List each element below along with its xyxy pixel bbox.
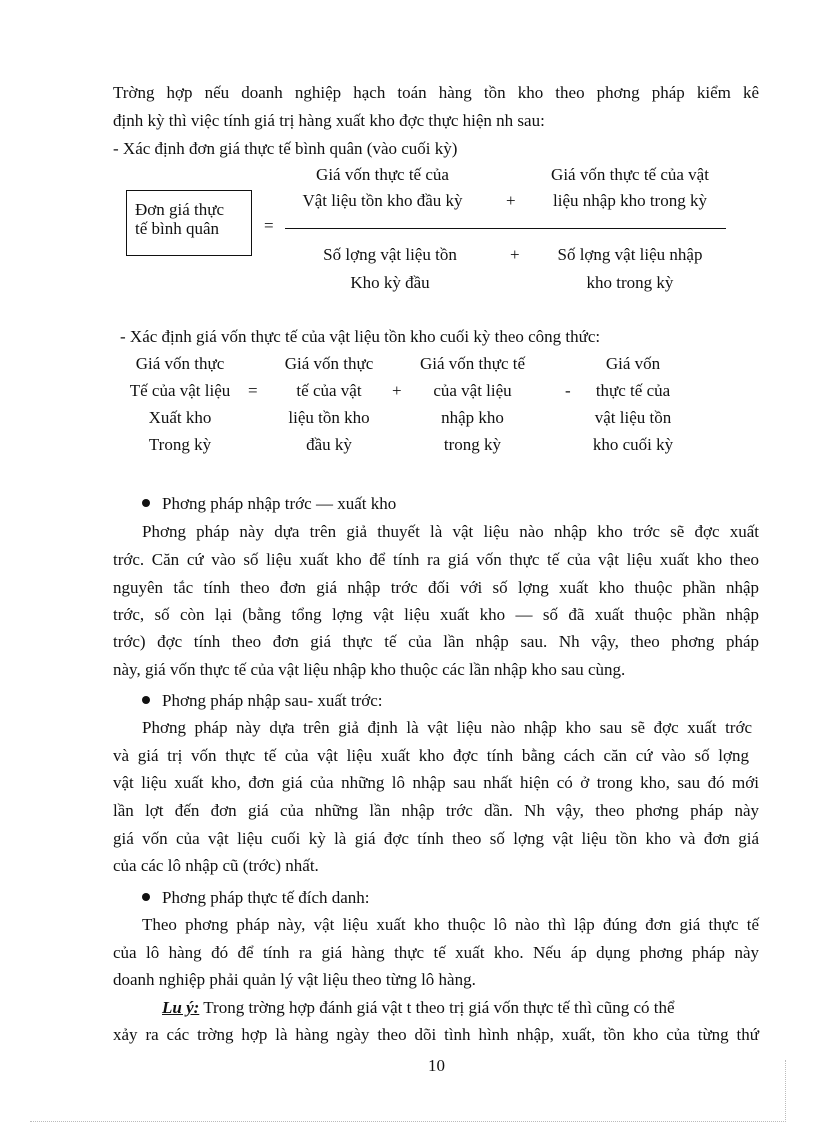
- intro-line-1: Trờng hợp nếu doanh nghiệp hạch toán hàng tồn kho theo phơng pháp kiểm kê: [113, 83, 759, 102]
- note-line-2: xảy ra các trờng hợp là hàng ngày theo dõi tình hình nhập, xuất, tồn kho của từng thứ: [113, 1025, 759, 1044]
- specific-line-1: Theo phơng pháp này, vật liệu xuất kho thuộc lô nào thì lập đúng đơn giá thực tế: [142, 915, 759, 934]
- fifo-line-2: trớc. Căn cứ vào số liệu xuất kho để tính ra giá vốn thực tế của vật liệu xuất kho theo: [113, 550, 759, 569]
- numerator-left-line-1: Giá vốn thực tế của: [316, 165, 449, 184]
- lifo-line-1: Phơng pháp này dựa trên giả định là vật liệu nào nhập kho sau sẽ đợc xuất trớc: [142, 718, 752, 737]
- formula2-col1-line-1: Giá vốn thực: [135, 354, 225, 373]
- page-number: 10: [428, 1056, 445, 1075]
- fifo-line-6: này, giá vốn thực tế của vật liệu nhập kho thuộc các lần nhập kho sau cùng.: [113, 660, 626, 679]
- page-border-bottom: [30, 1121, 786, 1122]
- specific-line-2: của lô hàng đó để tính ra giá hàng thực tế xuất kho. Nếu áp dụng phơng pháp này: [113, 943, 759, 962]
- formula2-col2-line-4: đầu kỳ: [306, 435, 352, 454]
- intro-line-2: định kỳ thì việc tính giá trị hàng xuất kho đợc thực hiện nh sau:: [113, 111, 545, 130]
- formula2-minus: -: [565, 381, 571, 400]
- lifo-line-2: và giá trị vốn thực tế của vật liệu xuất kho đợc tính bằng cách căn cứ vào số lợng: [113, 746, 749, 765]
- formula-lhs-line-2: tế bình quân: [135, 219, 220, 238]
- fifo-line-5: trớc) đợc tính theo đơn giá thực tế của lần nhập sau. Nh vậy, theo phơng pháp: [113, 632, 759, 651]
- formula2-col3-line-1: Giá vốn thực tế: [419, 354, 526, 373]
- fifo-line-3: nguyên tắc tính theo đơn giá nhập trớc đối với số lợng xuất kho thuộc phần nhập: [113, 578, 759, 597]
- note-line-1: [162, 998, 675, 1018]
- denominator-left-line-1: Số lợng vật liệu tồn: [323, 245, 457, 264]
- formula2-col3-line-3: nhập kho: [441, 408, 504, 427]
- numerator-right-line-1: Giá vốn thực tế của vật: [551, 165, 709, 184]
- formula-lhs-box: [126, 190, 252, 256]
- formula-lhs-line-1: Đơn giá thực: [135, 200, 225, 219]
- denominator-plus: +: [510, 245, 520, 264]
- lifo-line-5: giá vốn của vật liệu cuối kỳ là giá đợc tính theo số lợng vật liệu tồn kho và đơn giá: [113, 829, 759, 848]
- bullet-icon: [142, 696, 150, 704]
- denominator-right-line-2: kho trong kỳ: [586, 273, 674, 292]
- fifo-line-4: trớc, số còn lại (bằng tổng lợng vật liệu xuất kho — số đã xuất thuộc phần nhập: [113, 605, 759, 624]
- denominator-left-line-2: Kho kỳ đầu: [350, 273, 430, 292]
- lifo-line-4: lần lợt đến đơn giá của những lần nhập trớc dần. Nh vậy, theo phơng pháp này: [113, 801, 759, 820]
- formula2-col1-line-4: Trong kỳ: [148, 435, 212, 454]
- specific-title: Phơng pháp thực tế đích danh:: [162, 888, 370, 907]
- bullet-icon: [142, 893, 150, 901]
- formula2-heading: - Xác định giá vốn thực tế của vật liệu tồn kho cuối kỳ theo công thức:: [120, 327, 601, 346]
- formula2-col3-line-2: của vật liệu: [433, 381, 512, 400]
- numerator-left-line-2: Vật liệu tồn kho đầu kỳ: [302, 191, 463, 210]
- formula2-col4-line-4: kho cuối kỳ: [592, 435, 674, 454]
- denominator-right-line-1: Số lợng vật liệu nhập: [557, 245, 703, 264]
- lifo-line-6: của các lô nhập cũ (trớc) nhất.: [113, 856, 319, 875]
- formula2-plus: +: [392, 381, 402, 400]
- formula2-col2-line-3: liệu tồn kho: [288, 408, 370, 427]
- fifo-title: Phơng pháp nhập trớc — xuất kho: [162, 494, 397, 513]
- formula2-col4-line-1: Giá vốn: [605, 354, 661, 373]
- formula-equals: =: [264, 216, 274, 235]
- note-line-1-text: Trong trờng hợp đánh giá vật t theo trị giá vốn thực tế thì cũng có thể: [199, 998, 675, 1017]
- formula2-col4-line-3: vật liệu tồn: [594, 408, 672, 427]
- formula2-equals: =: [248, 381, 258, 400]
- formula2-col1-line-3: Xuất kho: [148, 408, 212, 427]
- note-label: Lu ý:: [162, 998, 200, 1017]
- formula2-col4-line-2: thực tế của: [595, 381, 671, 400]
- formula2-col1-line-2: Tế của vật liệu: [129, 381, 231, 400]
- intro-line-3: - Xác định đơn giá thực tế bình quân (vào cuối kỳ): [113, 139, 458, 158]
- formula2-col2-line-2: tế của vật: [296, 381, 362, 400]
- fraction-bar: [285, 228, 726, 229]
- numerator-plus: +: [506, 191, 516, 210]
- page-border-right: [785, 1060, 786, 1122]
- specific-line-3: doanh nghiệp phải quản lý vật liệu theo từng lô hàng.: [113, 970, 476, 989]
- numerator-right-line-2: liệu nhập kho trong kỳ: [553, 191, 707, 210]
- bullet-icon: [142, 499, 150, 507]
- fifo-line-1: Phơng pháp này dựa trên giả thuyết là vật liệu nào nhập kho trớc sẽ đợc xuất: [142, 522, 759, 541]
- lifo-title: Phơng pháp nhập sau- xuất trớc:: [162, 691, 383, 710]
- lifo-line-3: vật liệu xuất kho, đơn giá của những lô nhập sau nhất hiện có ở trong kho, sau đó mới: [113, 773, 759, 792]
- formula2-col2-line-1: Giá vốn thực: [284, 354, 374, 373]
- formula2-col3-line-4: trong kỳ: [443, 435, 502, 454]
